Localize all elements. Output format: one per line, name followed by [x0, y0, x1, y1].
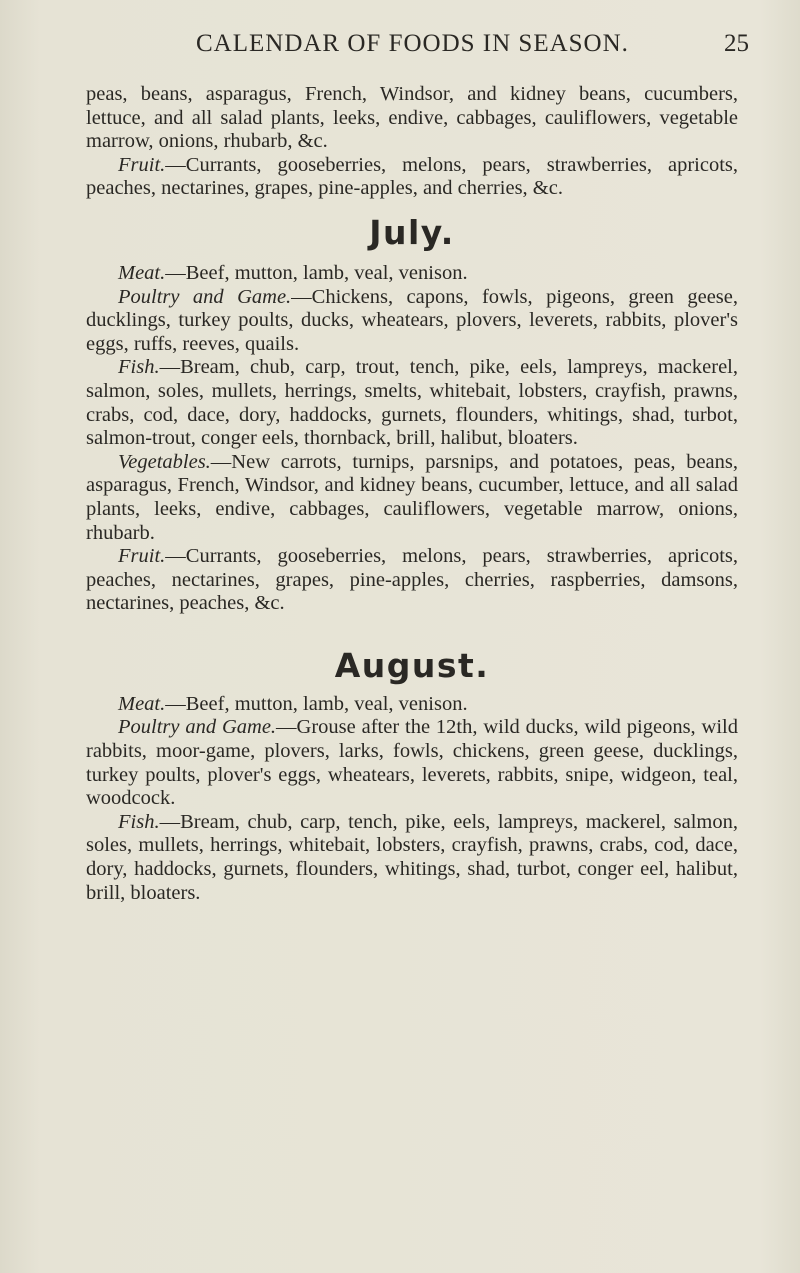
- poultry-text: —Chickens, capons, fowls, pigeons, green geese, ducklings, turkey poults, ducks, wheatears, plovers, leverets, rabbits, plover's eggs, ruffs, reeves, quails.: [86, 285, 738, 355]
- fish-label: Fish.: [118, 810, 160, 833]
- fruit-label: Fruit.: [118, 545, 166, 568]
- vegetables-text: —New carrots, turnips, parsnips, and potatoes, peas, beans, asparagus, French, Windsor, and kidney beans, cucumber, lettuce, and all salad plants, leeks, endive, cabbages, cauliflowers, vegetable marrow, onions, rhubarb.: [86, 450, 738, 544]
- july-fruit-paragraph: [86, 545, 738, 616]
- month-heading-august: August.: [334, 645, 490, 685]
- poultry-label: Poultry and Game.: [118, 716, 277, 739]
- august-meat-paragraph: [86, 693, 738, 717]
- july-fish-paragraph: [86, 356, 738, 450]
- page-title: CALENDAR OF FOODS IN SEASON.: [196, 30, 629, 57]
- poultry-label: Poultry and Game.: [118, 285, 292, 308]
- poultry-text: —Grouse after the 12th, wild ducks, wild pigeons, wild rabbits, moor-game, plovers, larks, fowls, chickens, green geese, ducklings, turkey poults, plover's eggs, wheatears, leverets, rabbits, snipe, widgeon, teal, woodcock.: [86, 716, 738, 810]
- fish-text: —Bream, chub, carp, tench, pike, eels, lampreys, mackerel, salmon, soles, mullets, herrings, whitebait, lobsters, crayfish, prawns, crabs, cod, dace, dory, haddocks, gurnets, flounders, whitings, shad, turbot, conger eel, halibut, brill, bloaters.: [86, 810, 738, 904]
- fruit-text: —Currants, gooseberries, melons, pears, strawberries, apricots, peaches, nectarines, grapes, pine-apples, and cherries, &c.: [86, 153, 738, 200]
- fruit-text: —Currants, gooseberries, melons, pears, strawberries, apricots, peaches, nectarines, grapes, pine-apples, cherries, raspberries, damsons, nectarines, peaches, &c.: [86, 545, 738, 615]
- fruit-label: Fruit.: [118, 153, 166, 176]
- vegetables-label: Vegetables.: [118, 450, 211, 473]
- meat-text: —Beef, mutton, lamb, veal, venison.: [165, 692, 468, 715]
- month-heading-july: July.: [369, 212, 455, 252]
- page-number: 25: [724, 30, 749, 57]
- vegetables-continued-paragraph: [86, 83, 738, 154]
- running-header: [0, 30, 800, 70]
- june-fruit-paragraph: [86, 154, 738, 201]
- meat-text: —Beef, mutton, lamb, veal, venison.: [165, 261, 468, 284]
- fish-text: —Bream, chub, carp, trout, tench, pike, eels, lampreys, mackerel, salmon, soles, mullets, herrings, smelts, whitebait, lobsters, crayfish, prawns, crabs, cod, dace, dory, haddocks, gurnets, flounders, whitings, shad, turbot, salmon-trout, conger eels, thornback, brill, halibut, bloaters.: [86, 356, 738, 450]
- meat-label: Meat.: [118, 692, 166, 715]
- page-body: [86, 83, 738, 905]
- august-poultry-paragraph: [86, 716, 738, 810]
- vegetables-continued-text: peas, beans, asparagus, French, Windsor, and kidney beans, cucumbers, lettuce, and all salad plants, leeks, endive, cabbages, cauliflowers, vegetable marrow, onions, rhubarb, &c.: [86, 83, 738, 153]
- fish-label: Fish.: [118, 356, 160, 379]
- july-meat-paragraph: [86, 262, 738, 286]
- july-poultry-paragraph: [86, 286, 738, 357]
- meat-label: Meat.: [118, 261, 166, 284]
- august-fish-paragraph: [86, 811, 738, 905]
- july-vegetables-paragraph: [86, 451, 738, 545]
